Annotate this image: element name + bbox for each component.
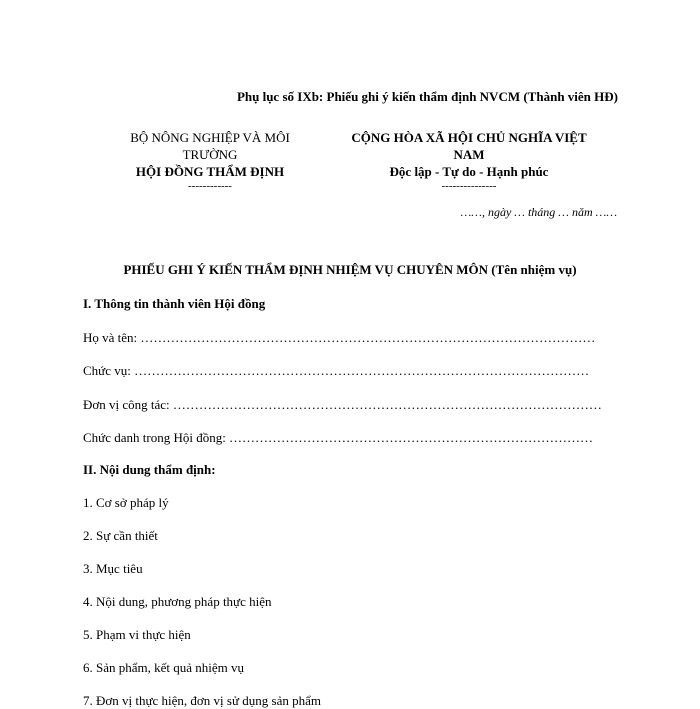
list-item: 1. Cơ sở pháp lý — [83, 495, 169, 510]
list-item: 3. Mục tiêu — [83, 561, 143, 576]
list-item: 4. Nội dung, phương pháp thực hiện — [83, 594, 272, 609]
document-title: PHIẾU GHI Ý KIẾN THẨM ĐỊNH NHIỆM VỤ CHUYÊN MÔN (Tên nhiệm vụ) — [123, 262, 577, 277]
ministry-name-line1: BỘ NÔNG NGHIỆP VÀ MÔI — [130, 130, 290, 145]
section-2-heading: II. Nội dung thẩm định: — [83, 462, 216, 477]
ministry-header — [96, 129, 324, 192]
section-1-heading: I. Thông tin thành viên Hội đồng — [83, 296, 266, 311]
ministry-name-line2: TRƯỜNG — [182, 147, 238, 162]
national-motto: Độc lập - Tự do - Hạnh phúc — [389, 164, 549, 179]
field-position: Chức vụ: …………………………………………………………………………………………… — [83, 363, 590, 378]
list-item: 5. Phạm vi thực hiện — [83, 627, 191, 642]
list-item: 2. Sự cần thiết — [83, 528, 158, 543]
country-name-line2: NAM — [453, 147, 485, 162]
field-workplace: Đơn vị công tác: ……………………………………………………………………………………… — [83, 397, 602, 412]
council-name: HỘI ĐỒNG THẨM ĐỊNH — [135, 164, 285, 179]
national-header — [330, 129, 608, 192]
appendix-label: Phụ lục số IXb: Phiếu ghi ý kiến thẩm định NVCM (Thành viên HĐ) — [236, 89, 618, 104]
country-name-line1: CỘNG HÒA XÃ HỘI CHỦ NGHĨA VIỆT — [351, 130, 587, 145]
list-item: 7. Đơn vị thực hiện, đơn vị sử dụng sản phẩm — [83, 693, 321, 708]
field-council-role: Chức danh trong Hội đồng: ………………………………………………………………………… — [83, 430, 594, 445]
list-item: 6. Sản phẩm, kết quả nhiệm vụ — [83, 660, 245, 675]
ministry-divider: ------------ — [188, 180, 232, 192]
date-line: ……, ngày … tháng … năm …… — [460, 205, 617, 219]
field-full-name: Họ và tên: …………………………………………………………………………………………… — [83, 330, 596, 345]
national-divider: --------------- — [441, 180, 497, 192]
